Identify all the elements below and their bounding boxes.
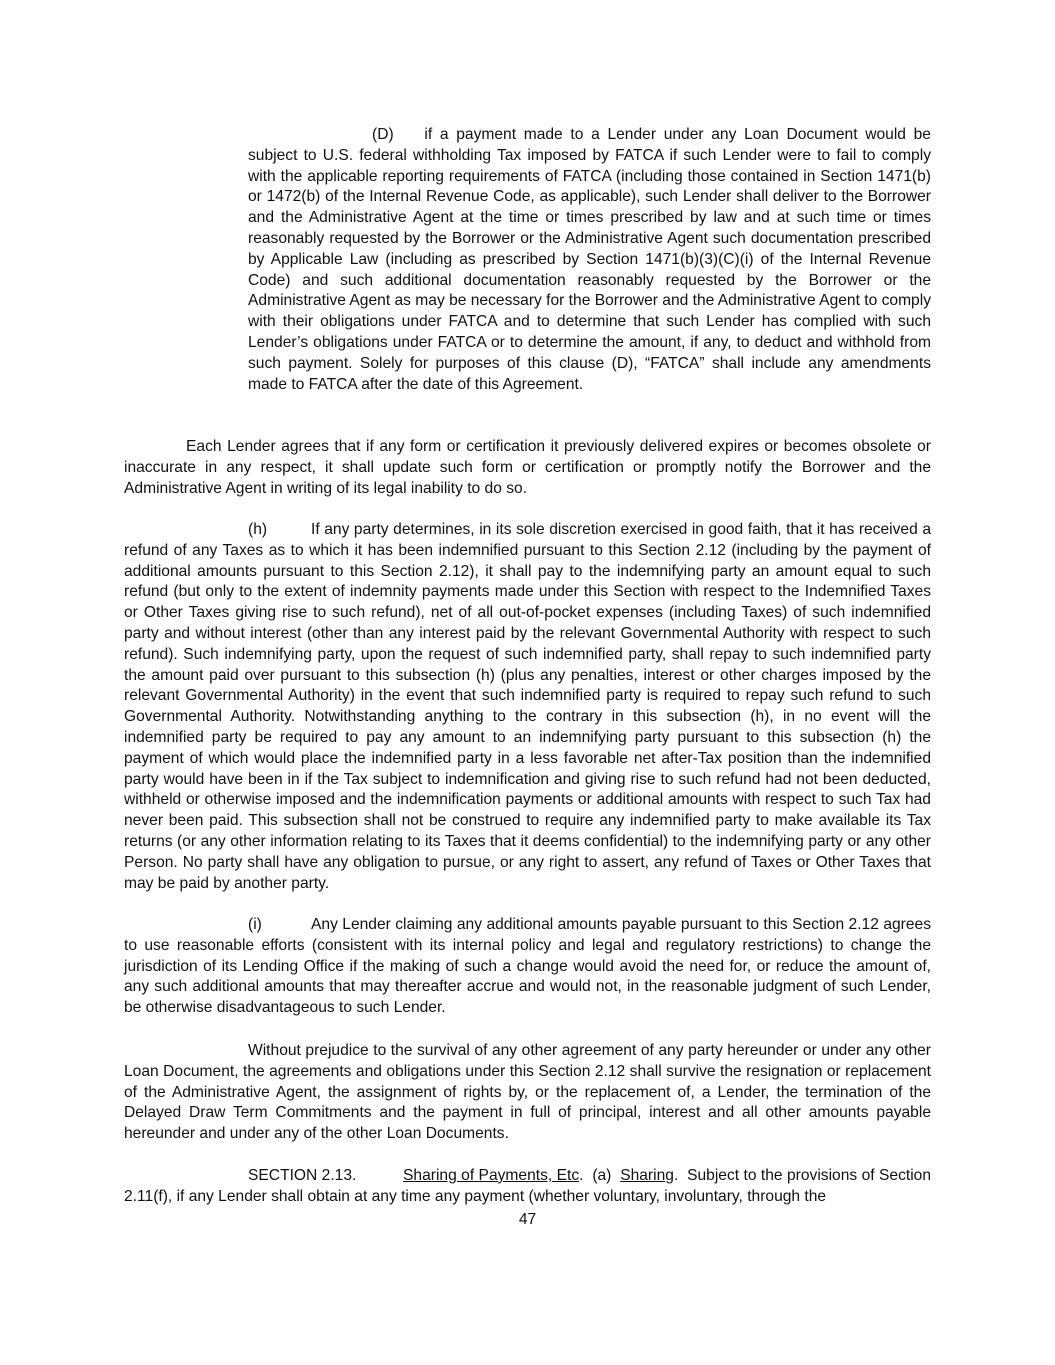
clause-d-paragraph	[248, 125, 931, 395]
without-prejudice-paragraph	[124, 1041, 931, 1145]
clause-h-paragraph	[124, 520, 931, 894]
section-title: Sharing of Payments, Etc	[403, 1167, 580, 1184]
clause-i-paragraph	[124, 915, 931, 1019]
section-heading: SECTION 2.13.	[248, 1167, 357, 1184]
section-title-period: .	[579, 1167, 584, 1184]
section-2-13-text: Subject to the provisions of Section 2.11(f), if any Lender shall obtain at any time any payment (whether voluntary, involuntary, through the	[124, 1167, 932, 1205]
lender-agrees-text: Each Lender agrees that if any form or certification it previously delivered expires or becomes obsolete or inaccurate in any respect, it shall update such form or certification or promptly notify the Borrower and the Administrative Agent in writing of its legal inability to do so.	[124, 438, 931, 497]
clause-h-marker: (h)	[248, 521, 268, 538]
page-number: 47	[518, 1211, 537, 1228]
clause-d-text: if a payment made to a Lender under any Loan Document would be subject to U.S. federal withholding Tax imposed by FATCA if such Lender were to fail to comply with the applicable reporting requirements of FATCA (including those contained in Section 1471(b) or 1472(b) of the Internal Revenue Code, as applicable), such Lender shall deliver to the Borrower and the Administrative Agent at the time or times prescribed by law and at such time or times reasonably requested by the Borrower or the Administrative Agent such documentation prescribed by Applicable Law (including as prescribed by Section 1471(b)(3)(C)(i) of the Internal Revenue Code) and such additional documentation reasonably requested by the Borrower or the Administrative Agent as may be necessary for the Borrower and the Administrative Agent to comply with their obligations under FATCA and to determine that such Lender has complied with such Lender’s obligations under FATCA or to determine the amount, if any, to deduct and withhold from such payment. Solely for purposes of this clause (D), “FATCA” shall include any amendments made to FATCA after the date of this Agreement.	[248, 126, 931, 393]
without-prejudice-text: Without prejudice to the survival of any other agreement of any party hereunder or under any other Loan Document, the agreements and obligations under this Section 2.12 shall survive the resignation or replacement of the Administrative Agent, the assignment of rights by, or the replacement of, a Lender, the termination of the Delayed Draw Term Commitments and the payment in full of principal, interest and all other amounts payable hereunder and under any of the other Loan Documents.	[124, 1042, 931, 1143]
subsection-title-period: .	[673, 1167, 679, 1184]
clause-i-text: Any Lender claiming any additional amounts payable pursuant to this Section 2.12 agrees to use reasonable efforts (consistent with its internal policy and legal and regulatory restrictions) to change the jurisdiction of its Lending Office if the making of such a change would avoid the need for, or reduce the amount of, any such additional amounts that may thereafter accrue and would not, in the reasonable judgment of such Lender, be otherwise disadvantageous to such Lender.	[124, 916, 931, 1017]
subsection-title: Sharing	[620, 1167, 674, 1184]
clause-h-text: If any party determines, in its sole discretion exercised in good faith, that it has received a refund of any Taxes as to which it has been indemnified pursuant to this Section 2.12 (including by the payment of additional amounts pursuant to this Section 2.12), it shall pay to the indemnifying party an amount equal to such refund (but only to the extent of indemnity payments made under this Section with respect to the Indemnified Taxes or Other Taxes giving rise to such refund), net of all out-of-pocket expenses (including Taxes) of such indemnified party and without interest (other than any interest paid by the relevant Governmental Authority with respect to such refund). Such indemnifying party, upon the request of such indemnified party, shall repay to such indemnified party the amount paid over pursuant to this subsection (h) (plus any penalties, interest or other charges imposed by the relevant Governmental Authority) in the event that such indemnified party is required to repay such refund to such Governmental Authority. Notwithstanding anything to the contrary in this subsection (h), in no event will the indemnified party be required to pay any amount to an indemnifying party pursuant to this subsection (h) the payment of which would place the indemnified party in a less favorable net after-Tax position than the indemnified party would have been in if the Tax subject to indemnification and giving rise to such refund had not been deducted, withheld or otherwise imposed and the indemnification payments or additional amounts with respect to such Tax had never been paid. This subsection shall not be construed to require any indemnified party to make available its Tax returns (or any other information relating to its Taxes that it deems confidential) to the indemnifying party or any other Person. No party shall have any obligation to pursue, or any right to assert, any refund of Taxes or Other Taxes that may be paid by another party.	[124, 521, 931, 892]
lender-agrees-paragraph	[124, 437, 931, 499]
section-2-13-paragraph	[124, 1166, 931, 1208]
subsection-marker: (a)	[592, 1167, 612, 1184]
clause-d-marker: (D)	[372, 126, 394, 143]
clause-i-marker: (i)	[248, 916, 262, 933]
